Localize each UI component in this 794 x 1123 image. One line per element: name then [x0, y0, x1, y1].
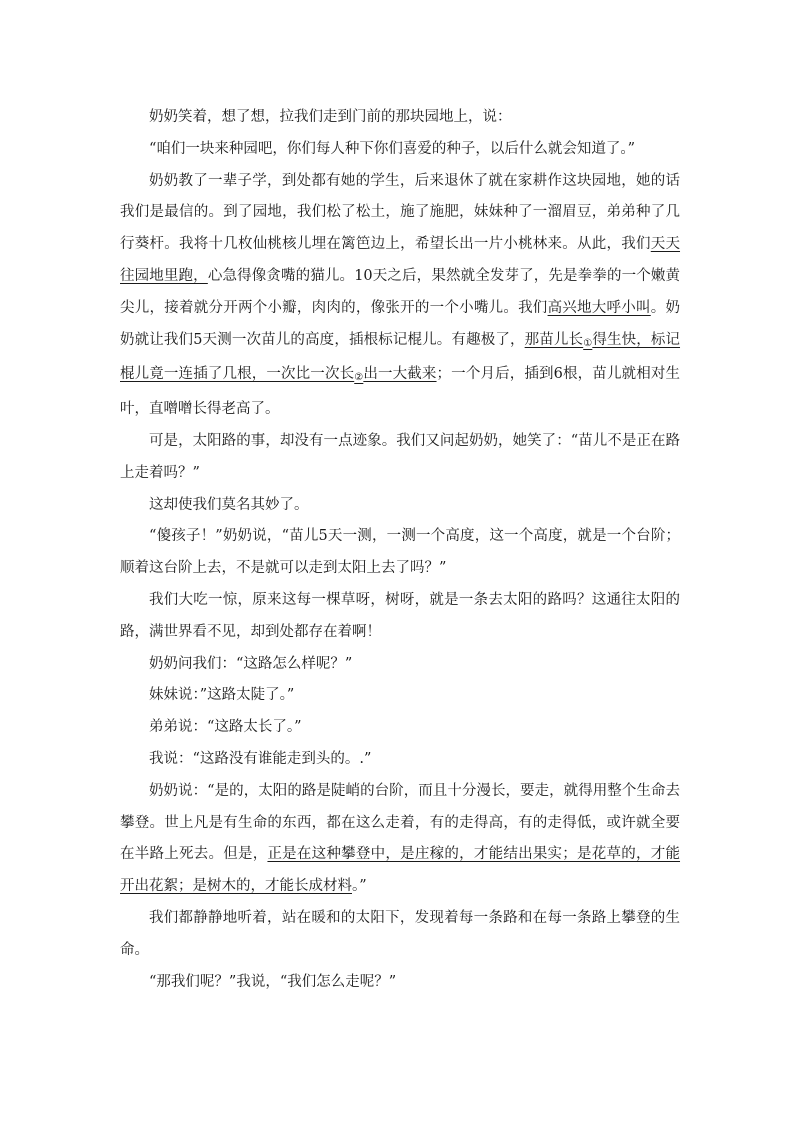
underlined-text: 正是在这种攀登中，是庄稼的，才能结出果实；是花草的，才能开出花絮；是树木的，才能长成材料 — [120, 846, 681, 895]
paragraph — [120, 649, 680, 681]
paragraph — [120, 744, 680, 776]
circled-marker-2: ② — [354, 372, 364, 384]
paragraph-text: 。” — [352, 878, 367, 895]
paragraph-text: 奶奶说：“是的，太阳的路是陡峭的台阶，而且十分漫长，要走，就得用整个生命去攀登。世上凡是有生命的东西，都在这么走着，有的走得高，有的走得低，或许就全要在半路上死去。但是， — [120, 782, 680, 863]
paragraph-text: 心急得像贪嘴的猫儿。10天之后，果然就全发芽了，先是拳拳的一个嫩黄尖儿，接着就分开两个小瓣，肉肉的，像张开的一个小嘴儿。我们 — [120, 267, 681, 316]
paragraph-text: 我们都静静地听着，站在暖和的太阳下，发现着每一条路和在每一条路上攀登的生命。 — [120, 909, 680, 958]
paragraph-text: 奶奶教了一辈子学，到处都有她的学生，后来退休了就在家耕作这块园地，她的话我们是最信的。到了园地，我们松了松土，施了施肥，妹妹种了一溜眉豆，弟弟种了几行葵杆。我将十几枚仙桃核儿埋在篱笆边上，希望长出一片小桃林来。从此，我们 — [120, 172, 680, 253]
paragraph — [120, 134, 680, 166]
paragraph-text: 。奶奶就让我们5天测一次苗儿的高度，插根标记棍儿。有趣极了， — [120, 299, 681, 348]
paragraph-text: 弟弟说：“这路太长了。” — [149, 719, 302, 736]
paragraph — [120, 776, 680, 903]
circled-marker-1: ① — [583, 337, 593, 349]
underlined-text: 出一大截来 — [363, 366, 437, 383]
paragraph — [120, 426, 680, 490]
paragraph-text: 妹妹说：”这路太陡了。” — [149, 687, 295, 704]
underlined-text: 得生快，标记棍儿竟一连插了几根，一次比一次长 — [120, 331, 681, 383]
paragraph — [120, 490, 680, 522]
paragraph-text: 我说：“这路没有谁能走到头的。.” — [149, 750, 372, 767]
document-body — [120, 102, 680, 998]
paragraph-text: ；一个月后，插到6根，苗儿就相对生叶，直噌噌长得老高了。 — [120, 366, 681, 418]
paragraph — [120, 102, 680, 134]
underlined-text: 高兴地大呼小叫 — [547, 299, 651, 316]
paragraph — [120, 521, 680, 585]
underlined-text: 天天往园地里跑， — [120, 236, 681, 284]
paragraph-text: “傻孩子！”奶奶说，“苗儿5天一测，一测一个高度，这一个高度，就是一个台阶；顺着这台阶上去，不是就可以走到太阳上去了吗？” — [120, 528, 680, 577]
paragraph — [120, 585, 680, 649]
paragraph-text: “那我们呢？”我说，“我们怎么走呢？” — [149, 973, 397, 990]
paragraph-text: 奶奶笑着，想了想，拉我们走到门前的那块园地上，说： — [149, 109, 512, 125]
underlined-text: 那苗儿长 — [524, 331, 584, 348]
paragraph-text: 可是，太阳路的事，却没有一点迹象。我们又问起奶奶，她笑了：“苗儿不是正在路上走着吗？” — [120, 432, 680, 481]
paragraph-text: 我们大吃一惊，原来这每一棵草呀，树呀，就是一条去太阳的路吗？这通往太阳的路，满世界看不见，却到处都存在着啊！ — [120, 591, 680, 640]
paragraph — [120, 712, 680, 744]
paragraph-text: “咱们一块来种园吧，你们每人种下你们喜爱的种子，以后什么就会知道了。” — [149, 140, 636, 157]
paragraph-text: 奶奶问我们：“这路怎么样呢？” — [149, 655, 353, 672]
paragraph — [120, 166, 680, 426]
paragraph — [120, 903, 680, 967]
paragraph-text: 这却使我们莫名其妙了。 — [149, 496, 309, 513]
paragraph — [120, 967, 680, 999]
paragraph — [120, 680, 680, 712]
